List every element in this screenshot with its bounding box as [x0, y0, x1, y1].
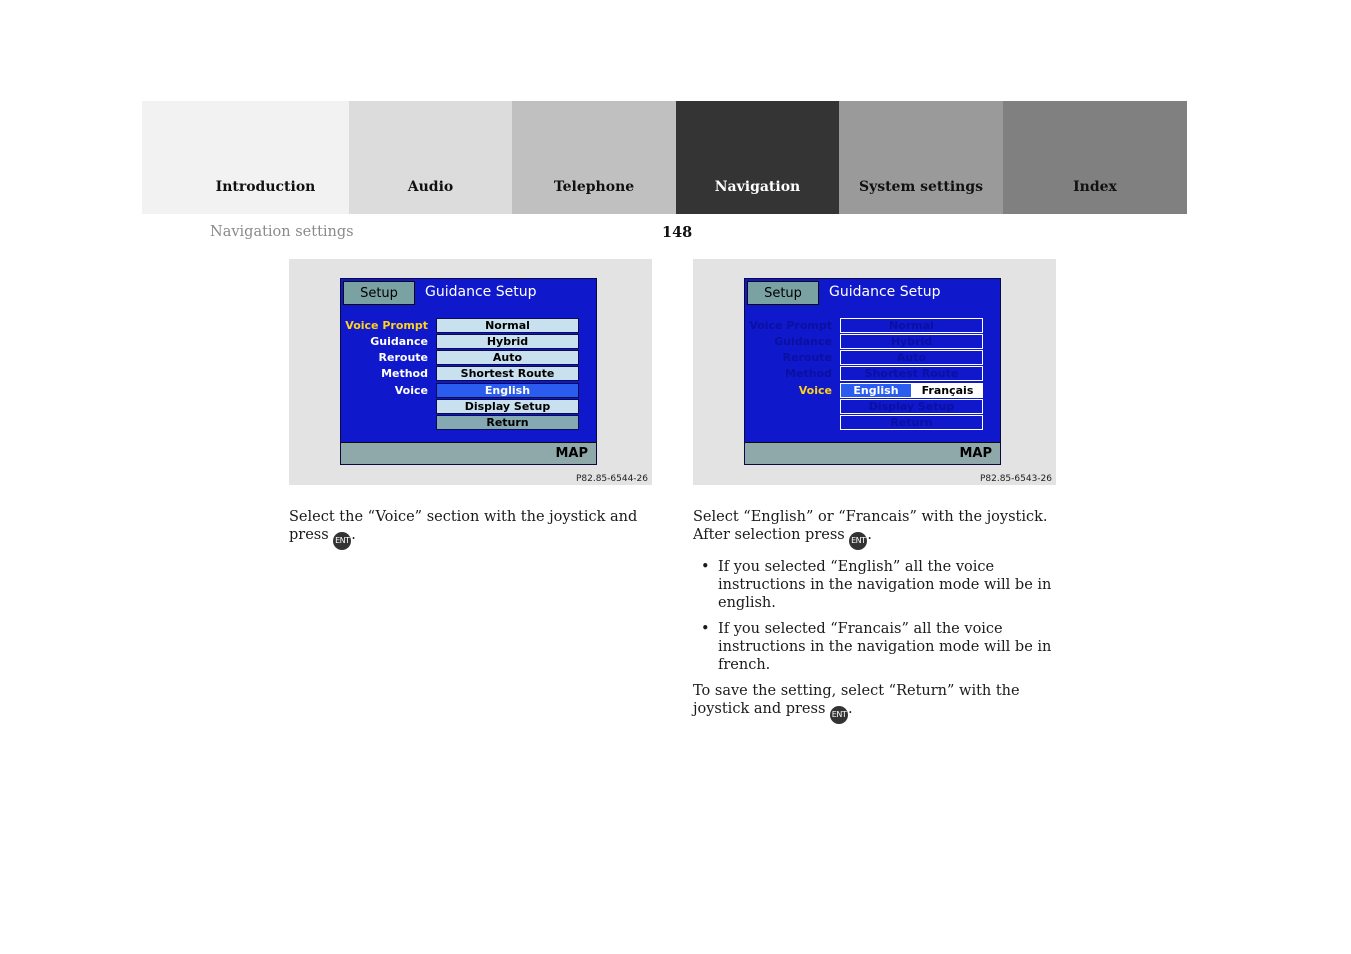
option-hybrid: Hybrid — [840, 334, 983, 349]
figure-language-selection — [693, 259, 1056, 485]
page-number: 148 — [662, 224, 693, 241]
instruction-paragraph — [289, 508, 655, 550]
option-return: Return — [840, 415, 983, 430]
figure-voice-selection — [289, 259, 652, 485]
option-shortest-route: Shortest Route — [436, 366, 579, 381]
ent-button-icon: ENT — [849, 532, 867, 550]
label-guidance: Guidance — [370, 335, 428, 348]
option-normal: Normal — [840, 318, 983, 333]
figure-reference: P82.85-6543-26 — [979, 474, 1052, 484]
bullet-dot: • — [701, 559, 710, 575]
chapter-tab-bar — [142, 101, 1187, 214]
map-bar — [341, 442, 596, 464]
option-display-setup: Display Setup — [436, 399, 579, 414]
option-shortest-route: Shortest Route — [840, 366, 983, 381]
screen-title: Guidance Setup — [829, 284, 941, 300]
label-method: Method — [785, 367, 832, 380]
option-english: English — [436, 383, 579, 398]
option-return: Return — [436, 415, 579, 430]
tab-index[interactable]: Index — [1003, 101, 1187, 214]
figure-reference: P82.85-6544-26 — [575, 474, 648, 484]
punctuation: . — [351, 527, 356, 543]
tab-telephone[interactable]: Telephone — [512, 101, 676, 214]
choice-francais: Français — [912, 383, 983, 398]
screen-title: Guidance Setup — [425, 284, 537, 300]
label-method: Method — [381, 367, 428, 380]
bullet-text: If you selected “Francais” all the voice instructions in the navigation mode will be in french. — [718, 621, 1052, 673]
label-voice: Voice — [394, 384, 428, 397]
instruction-text: Select the “Voice” section with the joystick and press — [289, 509, 638, 543]
tab-navigation[interactable]: Navigation — [676, 101, 839, 214]
section-title: Navigation settings — [210, 224, 354, 240]
bullet-text: If you selected “English” all the voice instructions in the navigation mode will be in english. — [718, 559, 1052, 611]
bullet-item — [693, 620, 1063, 674]
instruction-left — [289, 508, 655, 550]
bullet-dot: • — [701, 621, 710, 637]
ent-button-icon: ENT — [333, 532, 351, 550]
tab-introduction[interactable]: Introduction — [142, 101, 349, 214]
option-auto: Auto — [840, 350, 983, 365]
setup-button: Setup — [343, 281, 415, 305]
instruction-right — [693, 508, 1063, 724]
label-voice-prompt: Voice Prompt — [345, 319, 428, 332]
guidance-setup-screen — [744, 278, 1001, 465]
label-voice-prompt: Voice Prompt — [749, 319, 832, 332]
option-display-setup: Display Setup — [840, 399, 983, 414]
instruction-paragraph — [693, 508, 1063, 550]
instruction-paragraph — [693, 682, 1063, 724]
guidance-setup-screen — [340, 278, 597, 465]
option-hybrid: Hybrid — [436, 334, 579, 349]
ent-button-icon: ENT — [830, 706, 848, 724]
map-label: MAP — [555, 446, 588, 461]
instruction-text: To save the setting, select “Return” with the joystick and press — [693, 683, 1020, 717]
map-bar — [745, 442, 1000, 464]
map-label: MAP — [959, 446, 992, 461]
label-reroute: Reroute — [378, 351, 428, 364]
tab-system-settings[interactable]: System settings — [839, 101, 1003, 214]
punctuation: . — [867, 527, 872, 543]
tab-audio[interactable]: Audio — [349, 101, 512, 214]
option-auto: Auto — [436, 350, 579, 365]
label-voice: Voice — [798, 384, 832, 397]
choice-english: English — [840, 383, 912, 398]
label-reroute: Reroute — [782, 351, 832, 364]
instruction-text: Select “English” or “Francais” with the joystick. After selection press — [693, 509, 1048, 543]
punctuation: . — [848, 701, 853, 717]
label-guidance: Guidance — [774, 335, 832, 348]
bullet-item — [693, 558, 1063, 612]
setup-button: Setup — [747, 281, 819, 305]
option-normal: Normal — [436, 318, 579, 333]
